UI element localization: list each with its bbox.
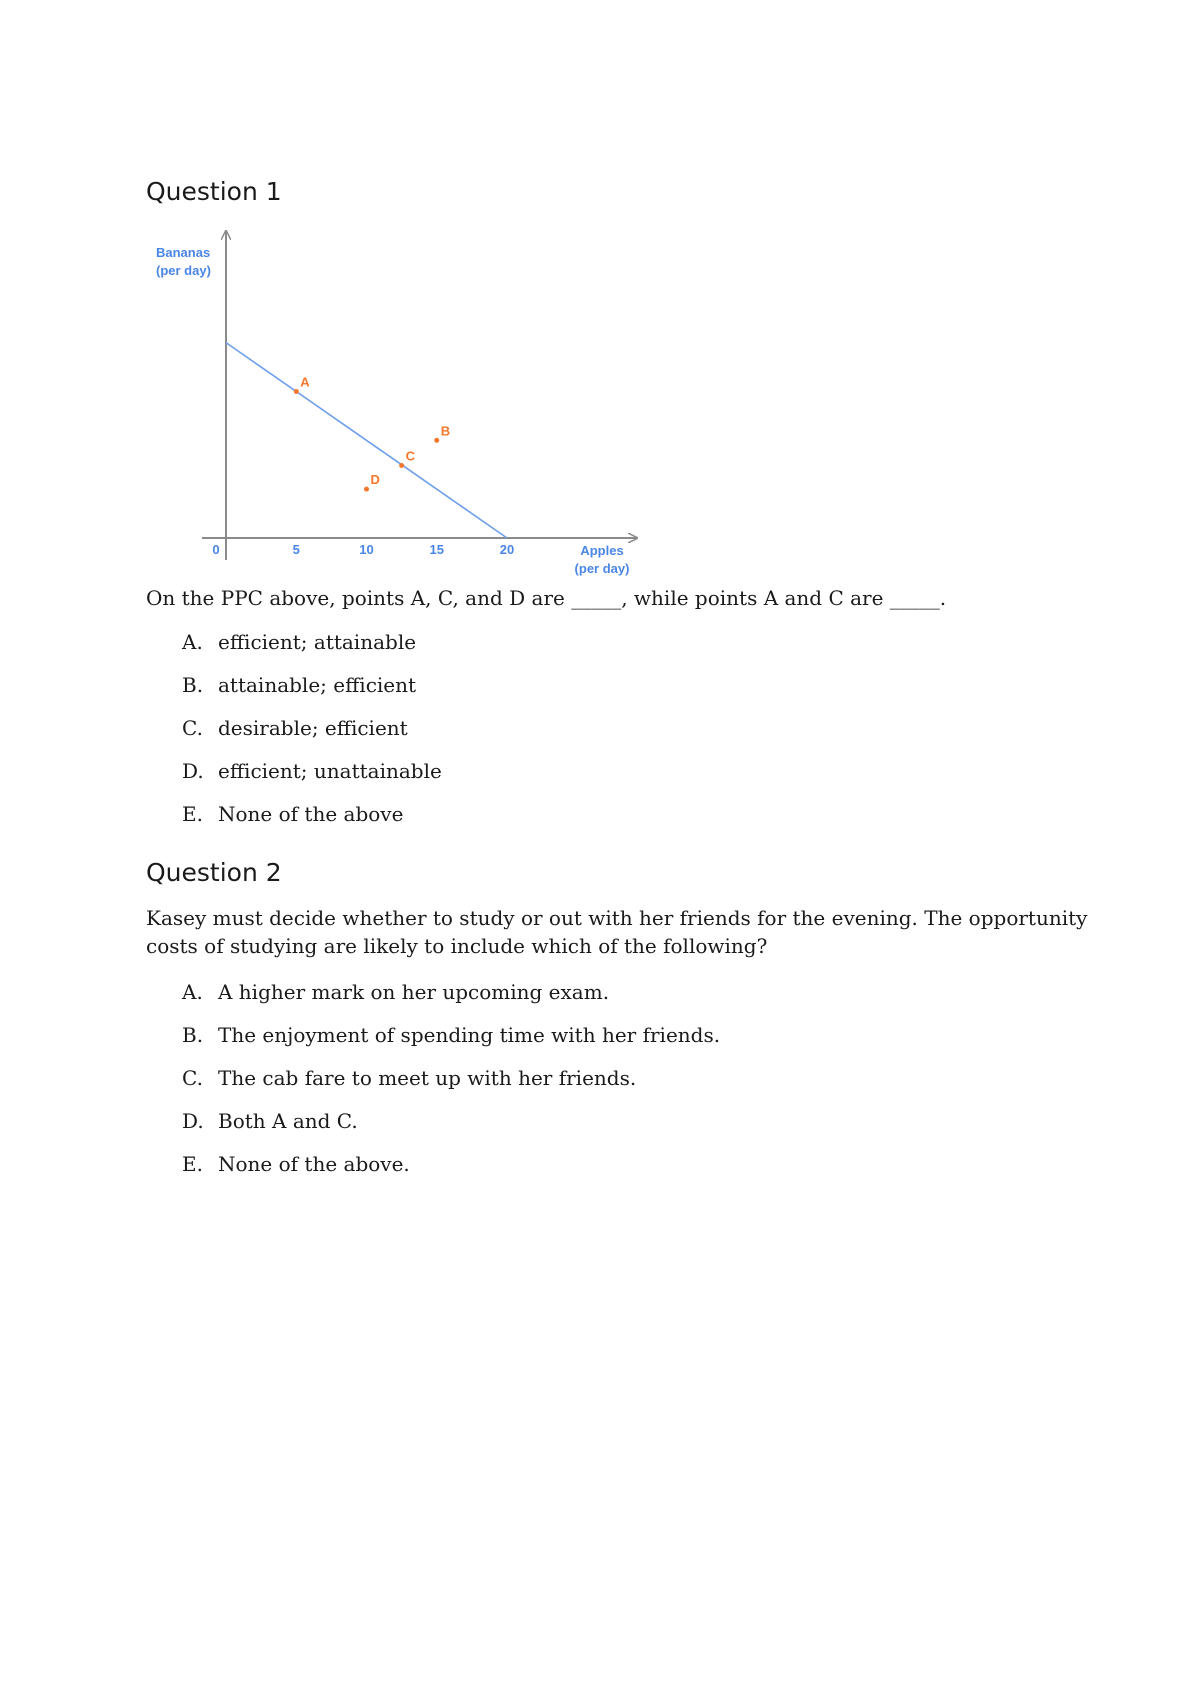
question-2-prompt-line1: Kasey must decide whether to study or out with her friends for the evening. The opportunity <box>146 906 1088 930</box>
option-letter: A. <box>182 980 203 1004</box>
option-text: The enjoyment of spending time with her friends. <box>218 1023 721 1047</box>
x-tick-label: 15 <box>429 542 444 557</box>
point-label-d: D <box>370 472 380 488</box>
option-text: efficient; attainable <box>218 630 417 654</box>
x-tick-label: 5 <box>292 542 300 557</box>
point-d <box>364 487 369 492</box>
y-axis-label-line2: (per day) <box>156 263 211 278</box>
ppc-line <box>226 343 507 538</box>
option-text: efficient; unattainable <box>218 759 442 783</box>
y-axis-label-line1: Bananas <box>156 245 211 260</box>
point-label-c: C <box>405 448 416 464</box>
option-text: None of the above <box>218 802 404 826</box>
option-letter: B. <box>182 1023 204 1047</box>
point-a <box>294 389 299 394</box>
x-tick-label: 10 <box>359 542 374 557</box>
option-text: A higher mark on her upcoming exam. <box>218 980 610 1004</box>
option-text: desirable; efficient <box>218 716 408 740</box>
question-2-title: Question 2 <box>146 858 282 887</box>
option-letter: D. <box>182 759 204 783</box>
option-text: attainable; efficient <box>218 673 417 697</box>
x-axis-label-line1: Apples <box>580 543 624 558</box>
option-letter: C. <box>182 716 203 740</box>
option-text: The cab fare to meet up with her friends. <box>218 1066 637 1090</box>
x-tick-label: 0 <box>212 542 220 557</box>
option-letter: C. <box>182 1066 203 1090</box>
option-text: Both A and C. <box>218 1109 358 1133</box>
x-tick-label: 20 <box>499 542 515 557</box>
option-letter: A. <box>182 630 203 654</box>
x-axis-label-line2: (per day) <box>574 561 630 576</box>
option-text: None of the above. <box>218 1152 410 1176</box>
question-1-prompt: On the PPC above, points A, C, and D are _____, while points A and C are _____. <box>146 586 947 610</box>
option-letter: E. <box>182 1152 203 1176</box>
option-letter: B. <box>182 673 204 697</box>
question-1-title: Question 1 <box>146 177 282 206</box>
ppc-points <box>294 374 450 491</box>
x-tick-labels <box>212 542 514 557</box>
point-label-b: B <box>440 423 451 439</box>
question-2-prompt-line2: costs of studying are likely to include which of the following? <box>146 934 768 958</box>
option-letter: D. <box>182 1109 204 1133</box>
point-c <box>399 463 404 468</box>
ppc-chart <box>0 0 1200 600</box>
point-b <box>434 438 439 443</box>
point-label-a: A <box>300 374 310 390</box>
option-letter: E. <box>182 802 203 826</box>
